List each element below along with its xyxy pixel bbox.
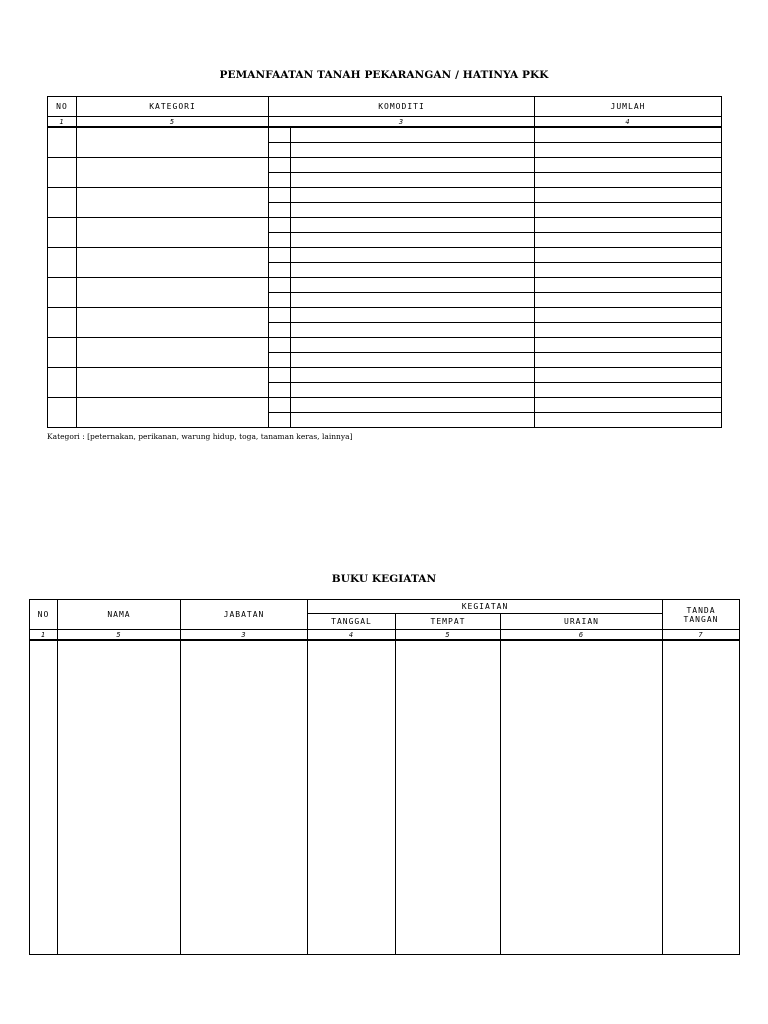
header-no: NO	[30, 600, 58, 630]
cell-komoditi-index[interactable]	[269, 413, 291, 428]
cell-komoditi-index[interactable]	[269, 383, 291, 398]
cell-jumlah[interactable]	[535, 413, 722, 428]
header-tanggal: TANGGAL	[308, 614, 396, 630]
cell-no[interactable]	[48, 127, 77, 158]
cell-jumlah[interactable]	[535, 383, 722, 398]
cell-komoditi-index[interactable]	[269, 158, 291, 173]
cell-komoditi[interactable]	[291, 353, 535, 368]
cell-uraian[interactable]	[501, 640, 663, 955]
header-uraian: URAIAN	[501, 614, 663, 630]
header-no: NO	[48, 97, 77, 117]
number-col-3: 3	[181, 630, 308, 641]
cell-komoditi-index[interactable]	[269, 263, 291, 278]
cell-jumlah[interactable]	[535, 353, 722, 368]
cell-komoditi-index[interactable]	[269, 398, 291, 413]
header-nama: NAMA	[58, 600, 181, 630]
cell-jumlah[interactable]	[535, 338, 722, 353]
table-row	[48, 338, 722, 353]
cell-jumlah[interactable]	[535, 323, 722, 338]
cell-kategori[interactable]	[77, 278, 269, 308]
header-tanda: TANDA	[686, 605, 716, 615]
header-jumlah: JUMLAH	[535, 97, 722, 117]
cell-komoditi[interactable]	[291, 323, 535, 338]
cell-jumlah[interactable]	[535, 233, 722, 248]
cell-komoditi-index[interactable]	[269, 203, 291, 218]
number-komoditi: 3	[269, 117, 535, 128]
cell-no[interactable]	[48, 188, 77, 218]
cell-jabatan[interactable]	[181, 640, 308, 955]
cell-komoditi-index[interactable]	[269, 293, 291, 308]
cell-komoditi-index[interactable]	[269, 143, 291, 158]
cell-komoditi[interactable]	[291, 398, 535, 413]
section2-title: BUKU KEGIATAN	[331, 573, 437, 585]
cell-komoditi-index[interactable]	[269, 323, 291, 338]
cell-jumlah[interactable]	[535, 127, 722, 143]
cell-komoditi[interactable]	[291, 127, 535, 143]
buku-kegiatan-table	[29, 599, 740, 955]
cell-no[interactable]	[48, 308, 77, 338]
cell-komoditi[interactable]	[291, 248, 535, 263]
cell-komoditi[interactable]	[291, 233, 535, 248]
cell-komoditi-index[interactable]	[269, 353, 291, 368]
cell-komoditi[interactable]	[291, 263, 535, 278]
cell-no[interactable]	[48, 398, 77, 428]
table-row	[48, 398, 722, 413]
cell-kategori[interactable]	[77, 338, 269, 368]
cell-komoditi-index[interactable]	[269, 233, 291, 248]
cell-komoditi-index[interactable]	[269, 127, 291, 143]
number-col-2: 5	[58, 630, 181, 641]
cell-jumlah[interactable]	[535, 293, 722, 308]
cell-kategori[interactable]	[77, 188, 269, 218]
cell-kategori[interactable]	[77, 368, 269, 398]
number-col-7: 7	[663, 630, 740, 641]
header-tanda-tangan	[663, 600, 740, 630]
table-row	[48, 158, 722, 173]
cell-komoditi[interactable]	[291, 278, 535, 293]
cell-komoditi[interactable]	[291, 203, 535, 218]
cell-komoditi-index[interactable]	[269, 338, 291, 353]
table-row	[48, 368, 722, 383]
cell-jumlah[interactable]	[535, 143, 722, 158]
header-tangan: TANGAN	[683, 614, 719, 624]
table-row	[48, 308, 722, 323]
cell-jumlah[interactable]	[535, 263, 722, 278]
cell-komoditi-index[interactable]	[269, 188, 291, 203]
cell-komoditi[interactable]	[291, 188, 535, 203]
cell-komoditi-index[interactable]	[269, 173, 291, 188]
cell-komoditi[interactable]	[291, 383, 535, 398]
cell-jumlah[interactable]	[535, 308, 722, 323]
cell-jumlah[interactable]	[535, 398, 722, 413]
header-kegiatan: KEGIATAN	[308, 600, 663, 614]
pemanfaatan-table	[47, 96, 722, 428]
cell-tempat[interactable]	[396, 640, 501, 955]
header-komoditi: KOMODITI	[269, 97, 535, 117]
table-row	[48, 188, 722, 203]
cell-komoditi[interactable]	[291, 338, 535, 353]
cell-jumlah[interactable]	[535, 278, 722, 293]
cell-no[interactable]	[48, 218, 77, 248]
cell-no[interactable]	[30, 640, 58, 955]
cell-jumlah[interactable]	[535, 158, 722, 173]
cell-kategori[interactable]	[77, 398, 269, 428]
header-jabatan: JABATAN	[181, 600, 308, 630]
cell-komoditi[interactable]	[291, 173, 535, 188]
cell-kategori[interactable]	[77, 248, 269, 278]
cell-jumlah[interactable]	[535, 368, 722, 383]
cell-komoditi-index[interactable]	[269, 368, 291, 383]
cell-kategori[interactable]	[77, 127, 269, 158]
cell-komoditi[interactable]	[291, 293, 535, 308]
cell-komoditi[interactable]	[291, 413, 535, 428]
cell-komoditi-index[interactable]	[269, 248, 291, 263]
number-col-4: 4	[308, 630, 396, 641]
number-jumlah: 4	[535, 117, 722, 128]
cell-tanda-tangan[interactable]	[663, 640, 740, 955]
cell-tanggal[interactable]	[308, 640, 396, 955]
table-row	[48, 218, 722, 233]
cell-no[interactable]	[48, 248, 77, 278]
cell-jumlah[interactable]	[535, 203, 722, 218]
section1-title: PEMANFAATAN TANAH PEKARANGAN / HATINYA PKK	[219, 69, 549, 81]
table-row	[48, 127, 722, 143]
cell-kategori[interactable]	[77, 158, 269, 188]
number-col-6: 6	[501, 630, 663, 641]
cell-jumlah[interactable]	[535, 173, 722, 188]
number-kategori: 5	[77, 117, 269, 128]
header-kategori: KATEGORI	[77, 97, 269, 117]
table-row	[48, 278, 722, 293]
cell-no[interactable]	[48, 368, 77, 398]
cell-jumlah[interactable]	[535, 248, 722, 263]
cell-komoditi[interactable]	[291, 368, 535, 383]
header-tempat: TEMPAT	[396, 614, 501, 630]
cell-no[interactable]	[48, 158, 77, 188]
cell-kategori[interactable]	[77, 218, 269, 248]
cell-jumlah[interactable]	[535, 188, 722, 203]
cell-komoditi[interactable]	[291, 158, 535, 173]
cell-komoditi[interactable]	[291, 143, 535, 158]
number-col-1: 1	[30, 630, 58, 641]
kategori-note: Kategori : [peternakan, perikanan, warung hidup, toga, tanaman keras, lainnya]	[47, 432, 353, 441]
number-no: 1	[48, 117, 77, 128]
cell-komoditi-index[interactable]	[269, 308, 291, 323]
cell-komoditi[interactable]	[291, 218, 535, 233]
cell-komoditi[interactable]	[291, 308, 535, 323]
cell-nama[interactable]	[58, 640, 181, 955]
cell-no[interactable]	[48, 278, 77, 308]
table-row	[30, 640, 740, 955]
cell-kategori[interactable]	[77, 308, 269, 338]
table-row	[48, 248, 722, 263]
cell-jumlah[interactable]	[535, 218, 722, 233]
pemanfaatan-table-body	[48, 127, 722, 428]
cell-komoditi-index[interactable]	[269, 278, 291, 293]
number-col-5: 5	[396, 630, 501, 641]
cell-komoditi-index[interactable]	[269, 218, 291, 233]
cell-no[interactable]	[48, 338, 77, 368]
